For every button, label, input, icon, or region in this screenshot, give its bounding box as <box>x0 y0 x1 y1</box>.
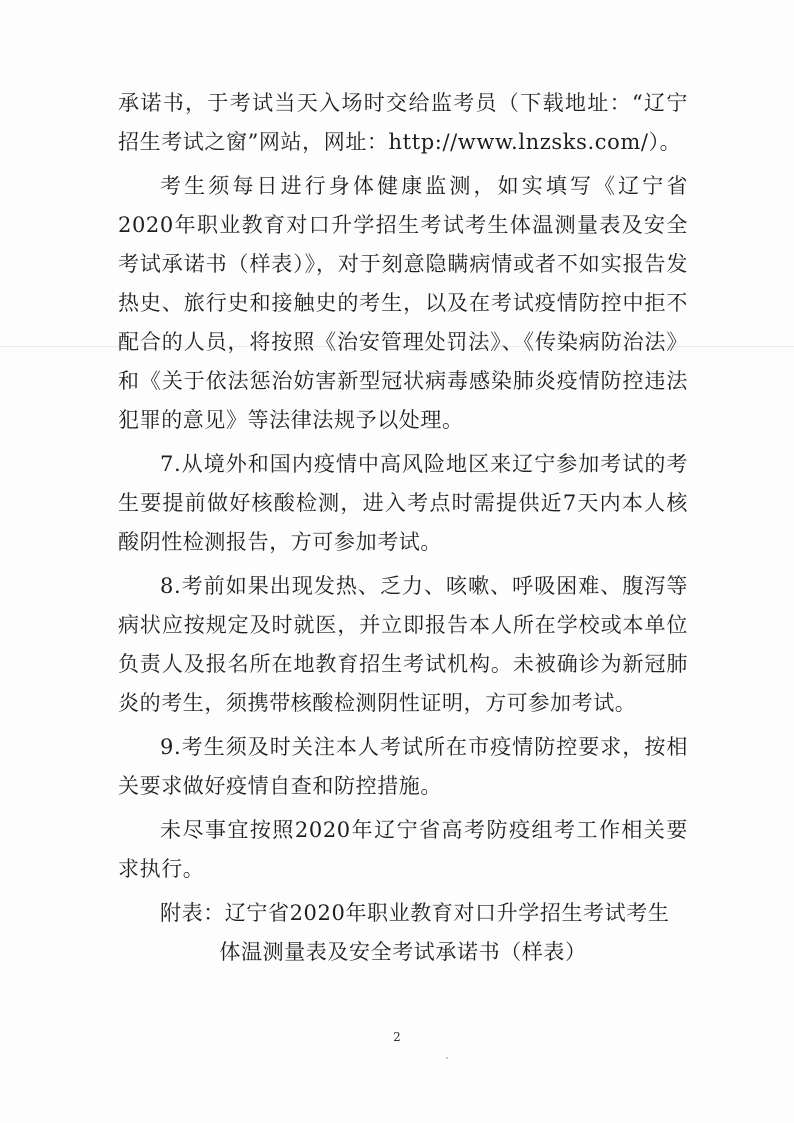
attachment-line-2: 体温测量表及安全考试承诺书（样表） <box>219 940 587 964</box>
paragraph-health-monitoring: 考生须每日进行身体健康监测，如实填写《辽宁省2020年职业教育对口升学招生考试考生体温测量表及安全考试承诺书（样表）》，对于刻意隐瞒病情或者不如实报告发热史、旅行史和接触史的考生，以及在考试疫情防控中拒不配合的人员，将按照《治安管理处罚法》、《传染病防治法》和《关于依法惩治妨害新型冠状病毒感染肺炎疫情防控违法犯罪的意见》等法律法规予以处理。 <box>118 174 688 432</box>
paragraph-item-8: 8.考前如果出现发热、乏力、咳嗽、呼吸困难、腹泻等病状应按规定及时就医，并立即报告本人所在学校或本单位负责人及报名所在地教育招生考试机构。未被确诊为新冠肺炎的考生，须携带核酸检测阴性证明，方可参加考试。 <box>118 574 688 715</box>
paragraph-continuation: 承诺书，于考试当天入场时交给监考员（下载地址：“辽宁招生考试之窗”网站，网址：http://www.lnzsks.com/）。 <box>118 91 688 154</box>
document-body <box>118 84 688 972</box>
attachment-line-1: 附表：辽宁省2020年职业教育对口升学招生考试考生 <box>160 901 670 925</box>
scan-dot <box>446 1057 448 1059</box>
paragraph-item-9: 9.考生须及时关注本人考试所在市疫情防控要求，按相关要求做好疫情自查和防控措施。 <box>118 735 688 798</box>
page-number: 2 <box>393 1030 401 1044</box>
paragraph-item-7: 7.从境外和国内疫情中高风险地区来辽宁参加考试的考生要提前做好核酸检测，进入考点时需提供近7天内本人核酸阴性检测报告，方可参加考试。 <box>118 452 688 554</box>
paragraph-remaining-matters: 未尽事宜按照2020年辽宁省高考防疫组考工作相关要求执行。 <box>118 818 688 881</box>
